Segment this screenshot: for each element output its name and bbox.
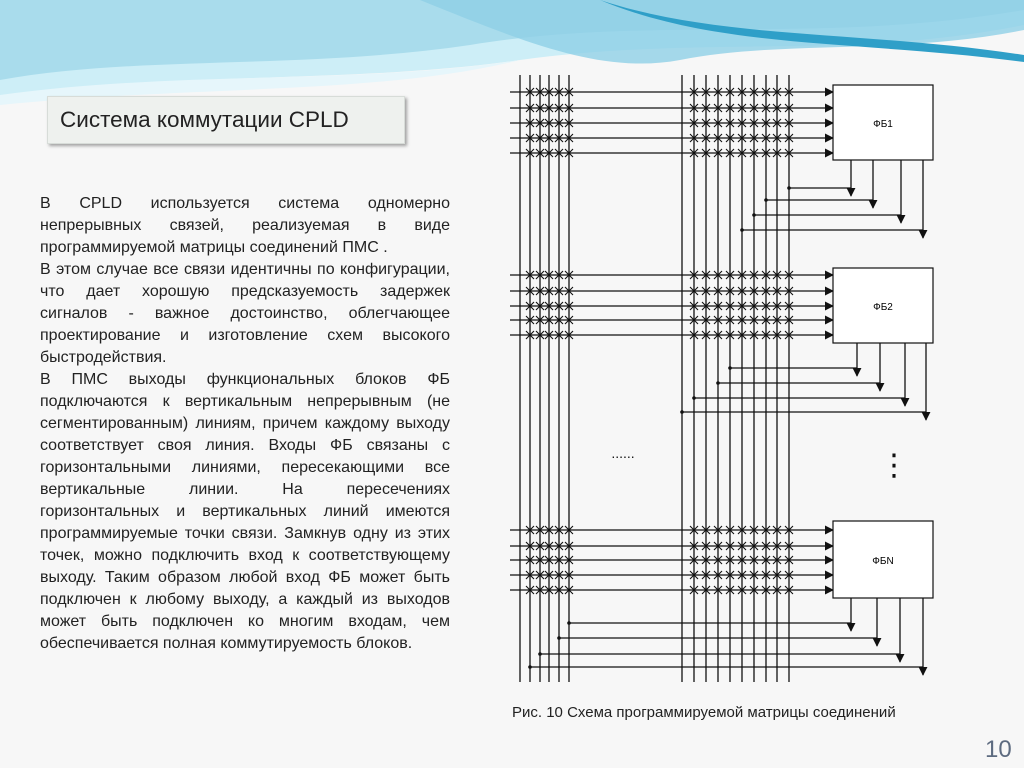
block-label-n: ФБN [872, 556, 894, 567]
junction-dot [538, 652, 542, 656]
page-number: 10 [985, 736, 1012, 763]
title-box [47, 96, 405, 144]
paragraph-2: В этом случае все связи идентичны по конфигурации, что дает хорошую предсказуемость задержек сигналов - важное достоинство, облегчающее проектирование и изготовление схем высокого быстродействия. [40, 261, 450, 366]
junction-dot [787, 186, 791, 190]
paragraph-1: В CPLD используется система одномерно непрерывных связей, реализуемая в виде программируемой матрицы соединений ПМС . [40, 195, 450, 256]
programmable-points [526, 88, 793, 669]
body-text [40, 193, 450, 655]
function-blocks [833, 85, 933, 598]
junction-dot [567, 621, 571, 625]
junction-dot [528, 665, 532, 669]
function-block-n [833, 521, 933, 598]
junction-dot [716, 381, 720, 385]
paragraph-3: В ПМС выходы функциональных блоков ФБ подключаются к вертикальным непрерывным (не сегментированным) линиям, причем каждому выходу соответствует своя линия. Входы ФБ связаны с горизонтальными линиями, пересекающими все вертикальные линии. На пересечениях горизонтальных и вертикальных линий имеются программируемые точки связи. Замкнув одну из этих точек, можно подключить вход к соответствующему выходу. Таким образом любой вход ФБ может быть подключен к любому выходу, а каждый из выходов может быть подключен ко многим входам, чем обеспечивается полная коммутируемость блоков. [40, 371, 450, 652]
junction-dot [692, 396, 696, 400]
figure-caption: Рис. 10 Схема программируемой матрицы соединений [512, 704, 896, 721]
junction-dot [752, 213, 756, 217]
function-block-2 [833, 268, 933, 343]
junction-dot [680, 410, 684, 414]
vertical-ellipsis: ⋮ [879, 448, 909, 483]
block-label-2: ФБ2 [873, 302, 893, 313]
junction-dot [557, 636, 561, 640]
function-block-1 [833, 85, 933, 160]
junction-dot [728, 366, 732, 370]
slide-title: Система коммутации CPLD [60, 107, 349, 132]
junction-dot [764, 198, 768, 202]
horizontal-ellipsis: ...... [611, 445, 635, 461]
interconnect-matrix-diagram [505, 70, 945, 690]
block-label-1: ФБ1 [873, 119, 893, 130]
junction-dot [740, 228, 744, 232]
